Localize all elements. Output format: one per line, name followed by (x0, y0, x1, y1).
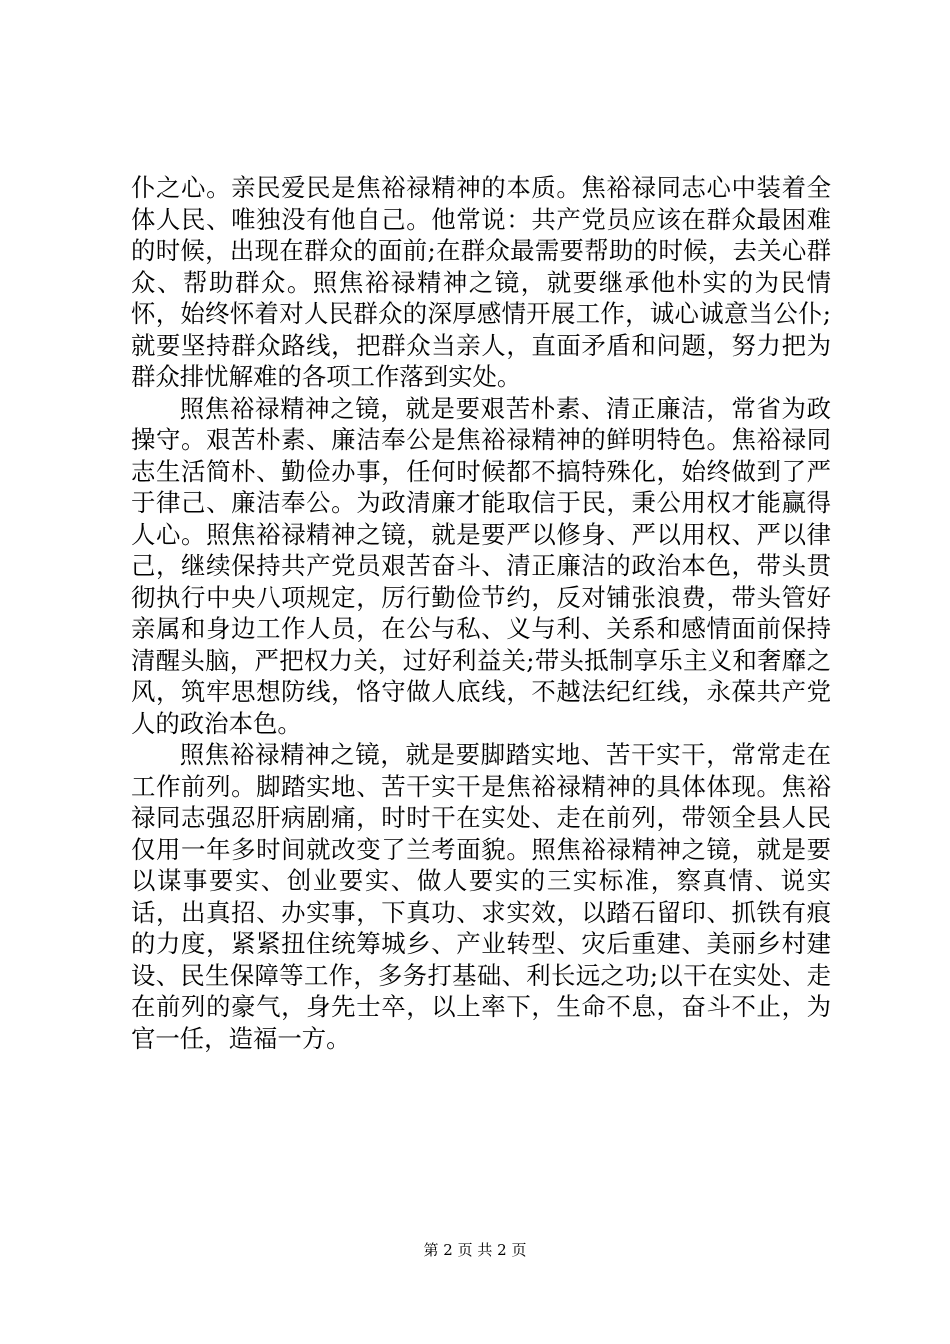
paragraph-3: 照焦裕禄精神之镜，就是要脚踏实地、苦干实干，常常走在工作前列。脚踏实地、苦干实干是焦裕禄精神的具体体现。焦裕禄同志强忍肝病剧痛，时时干在实处、走在前列，带领全县人民仅用一年多时间就改变了兰考面貌。照焦裕禄精神之镜，就是要以谋事要实、创业要实、做人要实的三实标准，察真情、说实话，出真招、办实事，下真功、求实效，以踏石留印、抓铁有痕的力度，紧紧扭住统筹城乡、产业转型、灾后重建、美丽乡村建设、民生保障等工作，多务打基础、利长远之功;以干在实处、走在前列的豪气，身先士卒，以上率下，生命不息，奋斗不止，为官一任，造福一方。 (131, 740, 831, 1053)
paragraph-2: 照焦裕禄精神之镜，就是要艰苦朴素、清正廉洁，常省为政操守。艰苦朴素、廉洁奉公是焦裕禄精神的鲜明特色。焦裕禄同志生活简朴、勤俭办事，任何时候都不搞特殊化，始终做到了严于律己、廉洁奉公。为政清廉才能取信于民，秉公用权才能赢得人心。照焦裕禄精神之镜，就是要严以修身、严以用权、严以律己，继续保持共产党员艰苦奋斗、清正廉洁的政治本色，带头贯彻执行中央八项规定，厉行勤俭节约，反对铺张浪费，带头管好亲属和身边工作人员，在公与私、义与利、关系和感情面前保持清醒头脑，严把权力关，过好利益关;带头抵制享乐主义和奢靡之风，筑牢思想防线，恪守做人底线，不越法纪红线，永葆共产党人的政治本色。 (131, 393, 831, 738)
page-number: 第 2 页 共 2 页 (423, 1241, 527, 1259)
body-text (131, 172, 831, 1054)
page-footer (0, 1240, 950, 1260)
paragraph-1: 仆之心。亲民爱民是焦裕禄精神的本质。焦裕禄同志心中装着全体人民、唯独没有他自己。他常说：共产党员应该在群众最困难的时候，出现在群众的面前;在群众最需要帮助的时候，去关心群众、帮助群众。照焦裕禄精神之镜，就要继承他朴实的为民情怀，始终怀着对人民群众的深厚感情开展工作，诚心诚意当公仆;就要坚持群众路线，把群众当亲人，直面矛盾和问题，努力把为群众排忧解难的各项工作落到实处。 (131, 173, 831, 391)
